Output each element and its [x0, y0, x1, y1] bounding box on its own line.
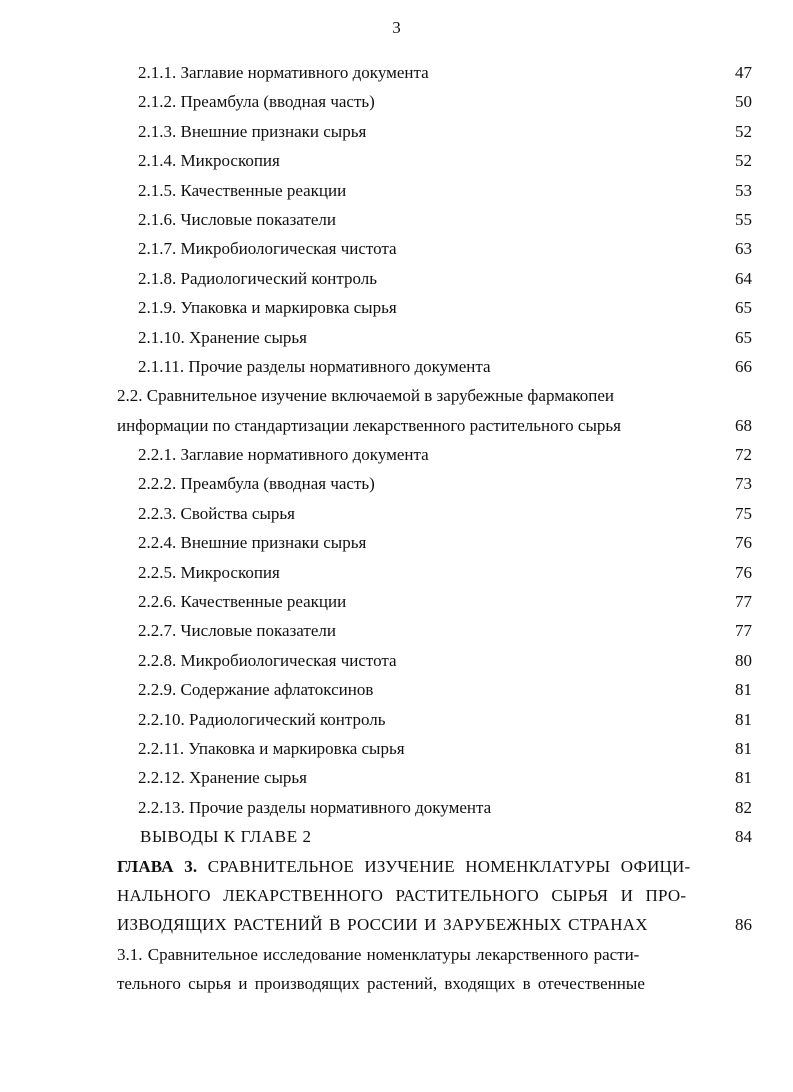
toc-entry-page: 65 — [735, 298, 752, 318]
toc-entry-title: 2.2.4. Внешние признаки сырья — [138, 533, 367, 553]
toc-entry-title: 2.1.11. Прочие разделы нормативного документа — [138, 356, 491, 376]
toc-entry-page: 52 — [735, 151, 752, 171]
toc-entry-title: 2.2.5. Микроскопия — [138, 562, 280, 582]
toc-entry-2-2-11[interactable] — [0, 734, 793, 763]
toc-entry-page: 68 — [735, 415, 752, 435]
toc-entry-title: 2.2.3. Свойства сырья — [138, 503, 295, 523]
toc-entry-page: 64 — [735, 268, 752, 288]
toc-entry-2-1-5[interactable] — [0, 176, 793, 205]
toc-entry-page: 86 — [735, 915, 752, 935]
toc-entry-page: 81 — [735, 768, 752, 788]
toc-entry-chapter-3-line3[interactable] — [0, 910, 793, 939]
toc-entry-title: 3.1. Сравнительное исследование номенклатуры лекарственного расти- — [117, 944, 640, 964]
toc-entry-title: 2.2.6. Качественные реакции — [138, 592, 347, 612]
chapter-title-part: СРАВНИТЕЛЬНОЕ ИЗУЧЕНИЕ НОМЕНКЛАТУРЫ ОФИЦИ- — [207, 856, 691, 876]
toc-entry-2-2-line1[interactable] — [0, 381, 793, 410]
toc-entry-2-2-2[interactable] — [0, 469, 793, 498]
toc-entry-2-1-11[interactable] — [0, 352, 793, 381]
toc-entry-title: 2.1.10. Хранение сырья — [138, 327, 307, 347]
toc-entry-2-1-4[interactable] — [0, 146, 793, 175]
toc-entry-page: 81 — [735, 738, 752, 758]
toc-entry-title: 2.2.8. Микробиологическая чистота — [138, 650, 397, 670]
toc-entry-2-2-8[interactable] — [0, 646, 793, 675]
toc-entry-title: 2.2. Сравнительное изучение включаемой в зарубежные фармакопеи — [117, 386, 615, 406]
toc-entry-page: 76 — [735, 562, 752, 582]
toc-entry-page: 65 — [735, 327, 752, 347]
toc-entry-2-1-9[interactable] — [0, 293, 793, 322]
toc-entry-page: 55 — [735, 209, 752, 229]
toc-entry-page: 76 — [735, 533, 752, 553]
toc-entry-page: 84 — [735, 827, 752, 847]
toc-entry-2-1-6[interactable] — [0, 205, 793, 234]
toc-entry-page: 81 — [735, 709, 752, 729]
toc-entry-page: 52 — [735, 121, 752, 141]
toc-entry-page: 73 — [735, 474, 752, 494]
toc-entry-title: 2.1.4. Микроскопия — [138, 151, 280, 171]
toc-entry-title-continued: ИЗВОДЯЩИХ РАСТЕНИЙ В РОССИИ И ЗАРУБЕЖНЫХ СТРАНАХ — [117, 915, 648, 935]
toc-entry-3-1-line2[interactable] — [0, 969, 793, 998]
toc-entry-title — [117, 852, 690, 881]
toc-entry-title: 2.1.7. Микробиологическая чистота — [138, 239, 397, 259]
toc-entry-title: 2.2.11. Упаковка и маркировка сырья — [138, 738, 405, 758]
toc-entry-2-2-7[interactable] — [0, 616, 793, 645]
toc-entry-2-1-2[interactable] — [0, 87, 793, 116]
toc-entry-2-1-3[interactable] — [0, 117, 793, 146]
toc-entry-title: 2.1.9. Упаковка и маркировка сырья — [138, 298, 397, 318]
toc-entry-title-continued: НАЛЬНОГО ЛЕКАРСТВЕННОГО РАСТИТЕЛЬНОГО СЫРЬЯ И ПРО- — [117, 885, 687, 905]
toc-entry-2-1-8[interactable] — [0, 264, 793, 293]
toc-entry-2-2-5[interactable] — [0, 558, 793, 587]
toc-entry-page: 66 — [735, 356, 752, 376]
toc-entry-2-1-1[interactable] — [0, 58, 793, 87]
toc-entry-page: 72 — [735, 445, 752, 465]
toc-entry-3-1-line1[interactable] — [0, 940, 793, 969]
toc-entry-title: 2.2.2. Преамбула (вводная часть) — [138, 474, 375, 494]
toc-entry-page: 47 — [735, 63, 752, 82]
toc-entry-2-2-6[interactable] — [0, 587, 793, 616]
toc-entry-title: 2.2.7. Числовые показатели — [138, 621, 336, 641]
chapter-label: ГЛАВА 3. — [117, 856, 198, 876]
toc-entry-title: 2.2.1. Заглавие нормативного документа — [138, 445, 429, 465]
toc-entry-2-2-3[interactable] — [0, 499, 793, 528]
toc-entry-2-1-10[interactable] — [0, 323, 793, 352]
page-number: 3 — [392, 18, 401, 37]
toc-entry-conclusions-chapter-2[interactable] — [0, 822, 793, 851]
toc-entry-2-2-13[interactable] — [0, 793, 793, 822]
toc-entry-page: 82 — [735, 797, 752, 817]
toc-entry-title: ВЫВОДЫ К ГЛАВЕ 2 — [140, 827, 312, 847]
toc-entry-title: 2.1.6. Числовые показатели — [138, 209, 336, 229]
toc-entry-page: 81 — [735, 680, 752, 700]
toc-entry-chapter-3-line2[interactable] — [0, 881, 793, 910]
toc-entry-page: 80 — [735, 650, 752, 670]
toc-entry-title: 2.2.9. Содержание афлатоксинов — [138, 680, 374, 700]
toc-entry-title: 2.1.8. Радиологический контроль — [138, 268, 377, 288]
toc-entry-2-2-12[interactable] — [0, 763, 793, 792]
toc-entry-2-2-10[interactable] — [0, 705, 793, 734]
toc-entry-chapter-3-line1[interactable] — [0, 852, 793, 881]
toc-entry-title: 2.2.13. Прочие разделы нормативного документа — [138, 797, 492, 817]
toc-entry-page: 53 — [735, 180, 752, 200]
toc-entry-2-2-9[interactable] — [0, 675, 793, 704]
toc-entry-page: 50 — [735, 92, 752, 112]
toc-entry-page: 77 — [735, 621, 752, 641]
toc-entry-2-2-1[interactable] — [0, 440, 793, 469]
toc-entry-page: 63 — [735, 239, 752, 259]
toc-entry-page: 77 — [735, 592, 752, 612]
toc-entry-page: 75 — [735, 503, 752, 523]
toc-entry-title-continued: информации по стандартизации лекарственного растительного сырья — [117, 415, 621, 435]
toc-entry-2-2-4[interactable] — [0, 528, 793, 557]
toc-entry-title: 2.2.12. Хранение сырья — [138, 768, 307, 788]
toc-entry-title: 2.2.10. Радиологический контроль — [138, 709, 386, 729]
toc-entry-title: 2.1.1. Заглавие нормативного документа — [138, 63, 429, 82]
toc-entry-title-continued: тельного сырья и производящих растений, входящих в отечественные — [117, 974, 645, 994]
toc-entry-title: 2.1.5. Качественные реакции — [138, 180, 347, 200]
toc-entry-2-2-line2[interactable] — [0, 411, 793, 440]
table-of-contents — [0, 58, 793, 999]
toc-entry-title: 2.1.2. Преамбула (вводная часть) — [138, 92, 375, 112]
toc-entry-title: 2.1.3. Внешние признаки сырья — [138, 121, 367, 141]
toc-entry-2-1-7[interactable] — [0, 234, 793, 263]
